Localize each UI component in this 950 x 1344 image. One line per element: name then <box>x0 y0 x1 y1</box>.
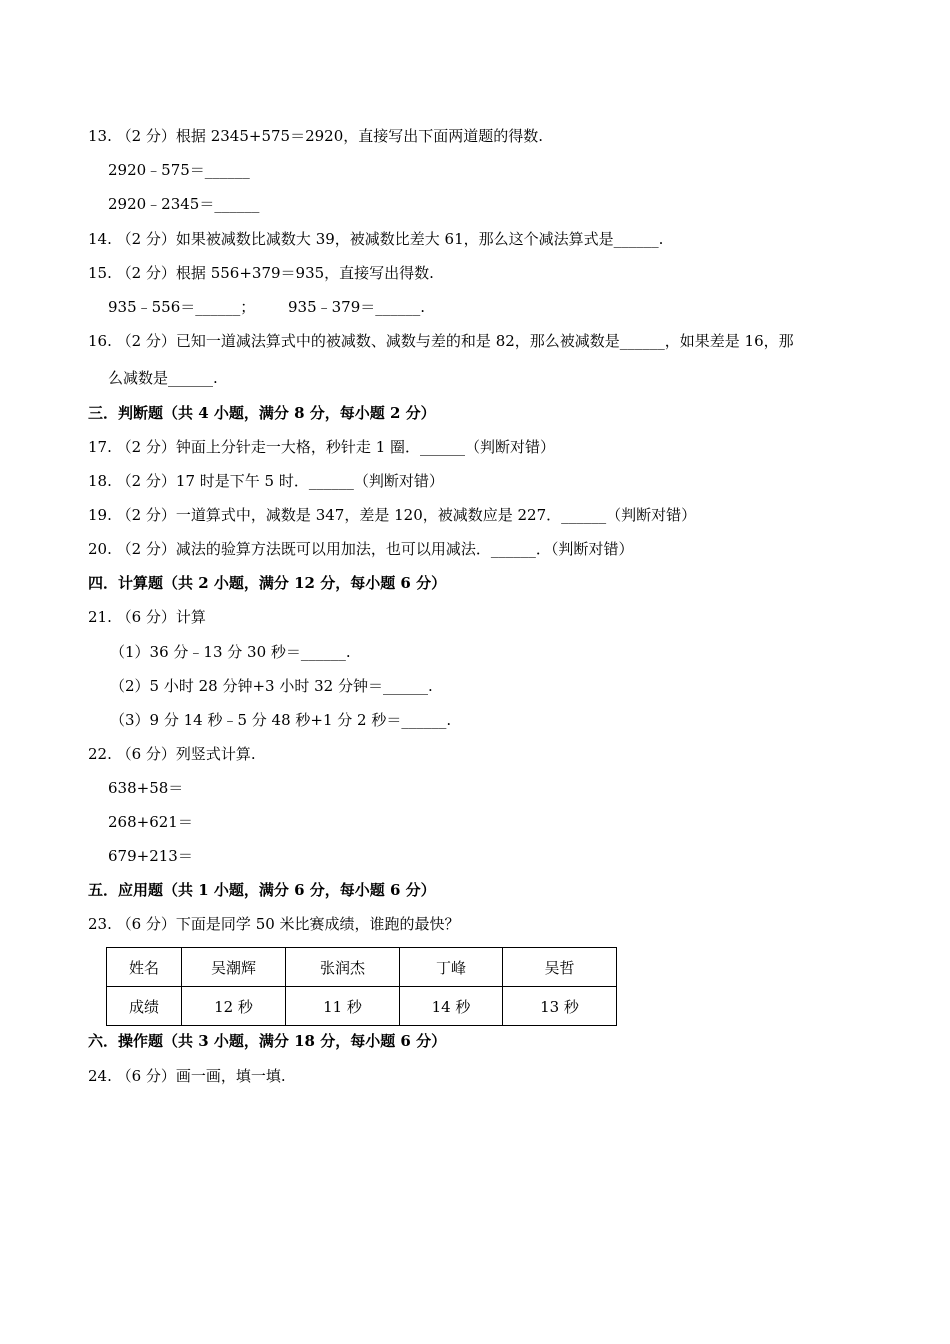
q22-stem: 22. （6 分）列竖式计算. <box>88 745 256 763</box>
q15-part-b: 935﹣379＝______. <box>288 298 426 316</box>
section-6-title: 六．操作题（共 3 小题，满分 18 分，每小题 6 分） <box>88 1032 447 1050</box>
q21-stem: 21. （6 分）计算 <box>88 608 206 626</box>
q13-part-b: 2920﹣2345＝______ <box>108 195 260 213</box>
q22-expr-1: 638+58＝ <box>108 779 184 797</box>
q21-part-2: （2）5 小时 28 分钟+3 小时 32 分钟＝______. <box>110 677 433 695</box>
table-cell: 吴哲 <box>503 948 617 987</box>
q21-part-3: （3）9 分 14 秒﹣5 分 48 秒+1 分 2 秒＝______. <box>110 711 452 729</box>
table-cell: 丁峰 <box>400 948 503 987</box>
question-18: 18. （2 分）17 时是下午 5 时．______（判断对错） <box>88 472 444 490</box>
section-5-title: 五．应用题（共 1 小题，满分 6 分，每小题 6 分） <box>88 881 436 899</box>
q13-part-a: 2920﹣575＝______ <box>108 161 250 179</box>
table-cell: 12 秒 <box>182 987 286 1026</box>
q13-stem: 13. （2 分）根据 2345+575＝2920，直接写出下面两道题的得数. <box>88 127 544 145</box>
section-3-title: 三．判断题（共 4 小题，满分 8 分，每小题 2 分） <box>88 404 436 422</box>
table-row <box>107 948 617 987</box>
table-cell: 14 秒 <box>400 987 503 1026</box>
q15-stem: 15. （2 分）根据 556+379＝935，直接写出得数. <box>88 264 434 282</box>
q16-stem: 16. （2 分）已知一道减法算式中的被减数、减数与差的和是 82，那么被减数是______，如果差是 16，那 <box>88 332 794 350</box>
question-24: 24. （6 分）画一画，填一填. <box>88 1067 286 1085</box>
q15-part-a: 935﹣556＝______； <box>108 298 256 316</box>
q22-expr-2: 268+621＝ <box>108 813 193 831</box>
table-cell: 11 秒 <box>286 987 400 1026</box>
table-cell: 成绩 <box>107 987 182 1026</box>
question-20: 20. （2 分）减法的验算方法既可以用加法，也可以用减法．______．（判断对错） <box>88 540 634 558</box>
table-cell: 姓名 <box>107 948 182 987</box>
q16-continuation: 么减数是______. <box>108 369 218 387</box>
question-23: 23. （6 分）下面是同学 50 米比赛成绩，谁跑的最快？ <box>88 915 460 933</box>
table-cell: 张润杰 <box>286 948 400 987</box>
table-row <box>107 987 617 1026</box>
q21-part-1: （1）36 分﹣13 分 30 秒＝______. <box>110 643 351 661</box>
race-results-table <box>106 947 617 1026</box>
q22-expr-3: 679+213＝ <box>108 847 193 865</box>
table-cell: 13 秒 <box>503 987 617 1026</box>
question-17: 17. （2 分）钟面上分针走一大格，秒针走 1 圈．______（判断对错） <box>88 438 556 456</box>
question-19: 19. （2 分）一道算式中，减数是 347，差是 120，被减数应是 227．______（判断对错） <box>88 506 697 524</box>
question-14: 14. （2 分）如果被减数比减数大 39，被减数比差大 61，那么这个减法算式是______. <box>88 230 664 248</box>
table-cell: 吴潮辉 <box>182 948 286 987</box>
section-4-title: 四．计算题（共 2 小题，满分 12 分，每小题 6 分） <box>88 574 447 592</box>
